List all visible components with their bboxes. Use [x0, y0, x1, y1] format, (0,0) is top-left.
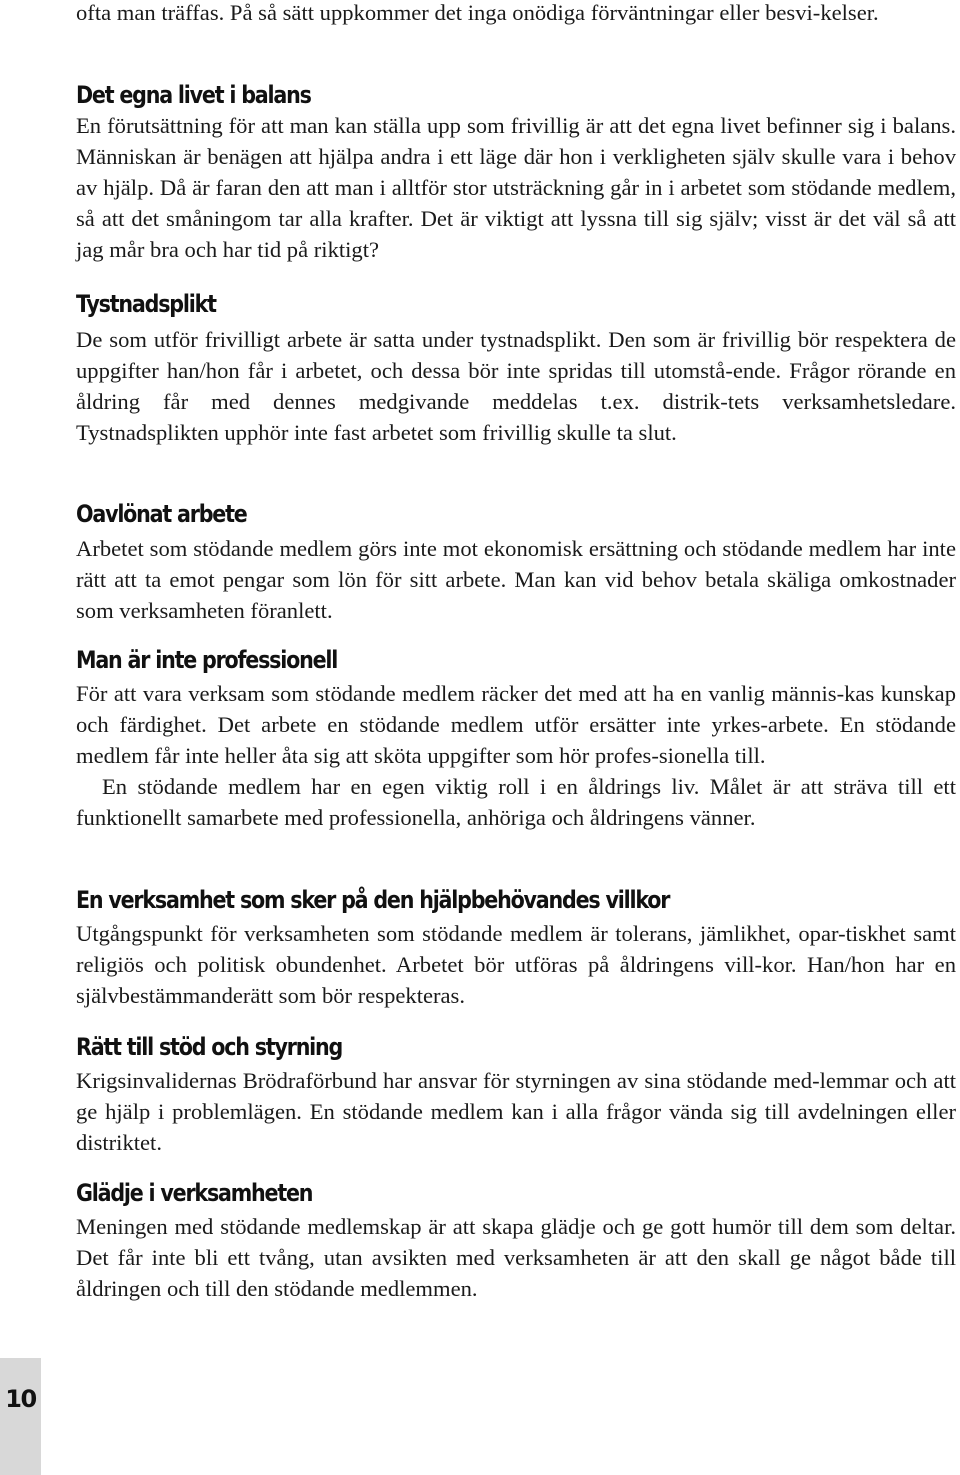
page-number-tab [0, 1358, 41, 1475]
section-stod-och-styrning [76, 1032, 956, 1158]
section-heading: En verksamhet som sker på den hjälpbehövandes villkor [76, 886, 670, 914]
section-heading: Oavlönat arbete [76, 500, 247, 528]
intro-paragraph: ofta man träffas. På så sätt uppkommer det inga onödiga förväntningar eller besvi-kelser. [76, 0, 879, 25]
section-oavlonat-arbete [76, 499, 956, 626]
section-paragraph: För att vara verksam som stödande medlem räcker det med att ha en vanlig männis-kas kunskap och färdighet. Det arbete en stödande medlem utför ersätter inte yrkes-arbete. En stödande medlem får inte heller åta sig att sköta uppgifter som hör profes-sionella till. [76, 681, 956, 768]
section-tystnadsplikt [76, 289, 956, 448]
section-paragraph: De som utför frivilligt arbete är satta under tystnadsplikt. Den som är frivillig bör respektera de uppgifter han/hon får i arbetet, och dessa bör inte spridas till utomstå-ende. Frågor rörande en åldring får med dennes medgivande meddelas t.ex. distrik-tets verksamhetsledare. Tystnadsplikten upphör inte fast arbetet som frivillig skulle ta slut. [76, 327, 956, 445]
section-paragraph: En stödande medlem har en egen viktig roll i en åldrings liv. Målet är att sträva till ett funktionellt samarbete med professionella, anhöriga och åldringens vänner. [76, 774, 956, 830]
section-egna-livet [76, 80, 956, 265]
section-hjalpbehovandes-villkor [76, 885, 956, 1011]
section-paragraph: En förutsättning för att man kan ställa upp som frivillig är att det egna livet befinner sig i balans. Människan är benägen att hjälpa andra i ett läge där hon i verkligheten själv skulle vara i behov av hjälp. Då är faran den att man i alltför stor utsträckning går in i arbetet som stödande medlem, så att det småningom tar alla krafter. Det är viktigt att lyssna till sig själv; visst är det väl så att jag mår bra och har tid på riktigt? [76, 113, 956, 262]
intro-section [76, 0, 956, 28]
section-inte-professionell [76, 645, 956, 833]
section-paragraph: Utgångspunkt för verksamheten som stödande medlem är tolerans, jämlikhet, opar-tiskhet samt religiös och politisk obundenhet. Arbetet bör utföras på åldringens vill-kor. Han/hon har en självbestämmanderätt som bör respekteras. [76, 921, 956, 1008]
section-heading: Det egna livet i balans [76, 81, 311, 109]
section-heading: Man är inte professionell [76, 646, 338, 674]
section-heading: Glädje i verksamheten [76, 1179, 313, 1207]
section-heading: Tystnadsplikt [76, 290, 216, 318]
page-number: 10 [5, 1385, 36, 1413]
section-paragraph: Meningen med stödande medlemskap är att skapa glädje och ge gott humör till dem som deltar. Det får inte bli ett tvång, utan avsikten med verksamheten är att den skall ge något både till åldringen och till den stödande medlemmen. [76, 1214, 956, 1301]
section-gladje [76, 1178, 956, 1304]
section-heading: Rätt till stöd och styrning [76, 1033, 343, 1061]
section-paragraph: Arbetet som stödande medlem görs inte mot ekonomisk ersättning och stödande medlem har inte rätt att ta emot pengar som lön för sitt arbete. Man kan vid behov betala skäliga omkostnader som verksamheten föranlett. [76, 536, 956, 623]
section-paragraph: Krigsinvalidernas Brödraförbund har ansvar för styrningen av sina stödande med-lemmar och att ge hjälp i problemlägen. En stödande medlem kan i alla frågor vända sig till avdelningen eller distriktet. [76, 1068, 956, 1155]
